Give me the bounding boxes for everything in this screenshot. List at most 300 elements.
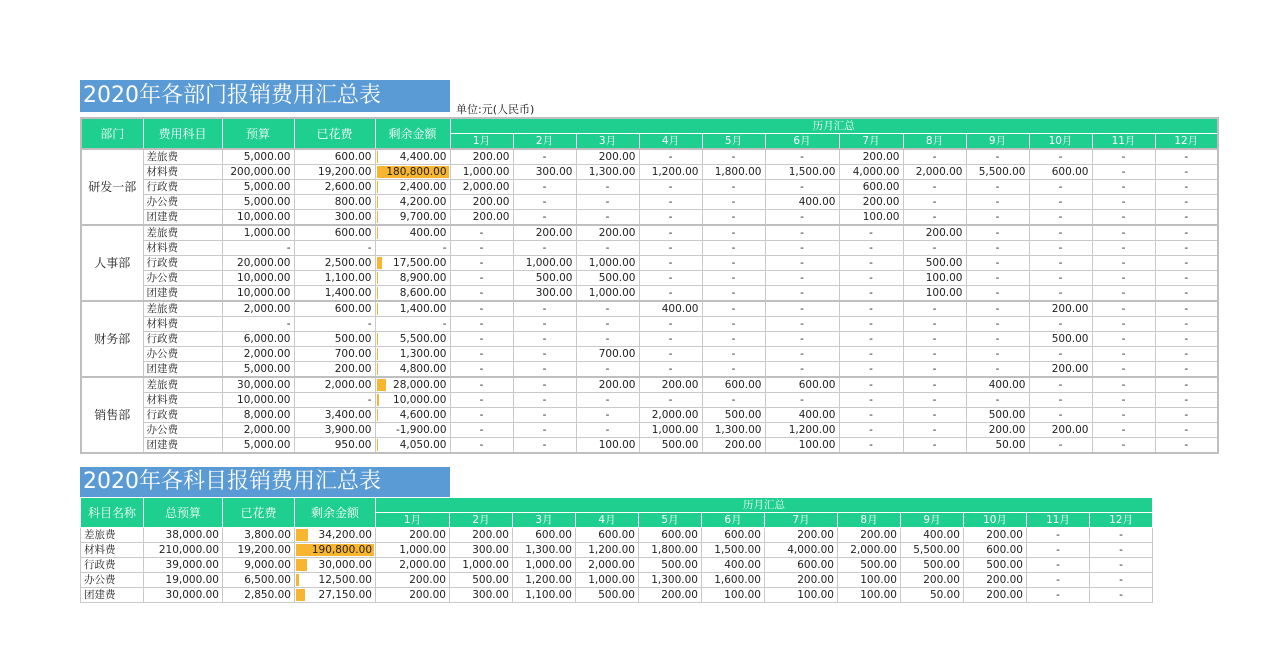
month-value: - [765,347,839,362]
month-value: - [450,241,513,256]
expense-item: 行政费 [143,408,222,423]
month-value: 200.00 [765,528,838,543]
remaining-value: 9,700.00 [399,211,447,223]
expense-item: 行政费 [143,180,222,195]
remaining-databar [296,574,299,586]
month-value: - [966,332,1029,347]
month-value: - [839,362,903,378]
month-value: 1,000.00 [576,286,639,302]
month-value: - [513,317,576,332]
remaining-cell [375,256,450,271]
month-value: - [702,301,765,317]
spent-value: 2,600.00 [294,180,375,195]
month-value: - [1092,332,1155,347]
month-value: - [1155,317,1218,332]
month-value: - [702,149,765,165]
table-row [81,347,1218,362]
month-value: - [839,332,903,347]
month-value: - [903,362,966,378]
month-value: 500.00 [513,271,576,286]
month-value: - [450,377,513,393]
header-monthly: 历月汇总 [376,498,1153,513]
table-row [81,286,1218,302]
month-value: - [903,195,966,210]
month-value: 4,000.00 [839,165,903,180]
month-value: - [1092,225,1155,241]
remaining-cell [295,588,376,603]
header-item-name: 科目名称 [81,498,144,528]
month-value: 200.00 [639,588,702,603]
header-monthly: 历月汇总 [450,118,1218,134]
month-value: - [702,271,765,286]
month-header: 2月 [513,134,576,150]
month-value: 100.00 [839,210,903,226]
expense-item: 差旅费 [143,377,222,393]
month-value: 200.00 [964,588,1027,603]
spent-value: 200.00 [294,362,375,378]
month-header: 5月 [639,513,702,528]
month-header: 4月 [576,513,639,528]
month-value: - [966,362,1029,378]
month-value: - [450,256,513,271]
budget-value: 5,000.00 [222,149,294,165]
month-value: - [839,286,903,302]
spent-value: - [294,241,375,256]
month-value: 200.00 [376,588,450,603]
table-row [81,408,1218,423]
month-value: - [1092,347,1155,362]
month-value: 400.00 [702,558,765,573]
remaining-value: 28,000.00 [393,379,447,391]
month-value: - [1092,286,1155,302]
month-header: 7月 [765,513,838,528]
expense-item: 差旅费 [143,301,222,317]
month-value: - [513,423,576,438]
month-value: 1,300.00 [513,543,576,558]
table-row [81,256,1218,271]
expense-item: 材料费 [143,165,222,180]
budget-value: 10,000.00 [222,393,294,408]
budget-value: 5,000.00 [222,180,294,195]
month-value: 600.00 [513,528,576,543]
month-value: 600.00 [765,377,839,393]
month-value: - [1090,528,1153,543]
spent-value: - [294,393,375,408]
budget-value: 6,000.00 [222,332,294,347]
month-value: - [1155,377,1218,393]
month-value: - [702,180,765,195]
month-value: 600.00 [702,528,765,543]
remaining-cell [375,362,450,378]
expense-item: 行政费 [143,256,222,271]
budget-value: 8,000.00 [222,408,294,423]
month-value: 500.00 [1029,332,1092,347]
remaining-cell [375,393,450,408]
month-value: - [1090,558,1153,573]
month-value: - [639,317,702,332]
budget-value: 19,000.00 [144,573,223,588]
month-value: - [839,408,903,423]
remaining-cell [375,332,450,347]
month-value: - [1092,408,1155,423]
month-value: - [1155,271,1218,286]
item-table-title: 2020年各科目报销费用汇总表 [80,467,450,497]
remaining-value: - [442,318,447,330]
month-value: - [966,210,1029,226]
month-value: - [765,332,839,347]
month-value: - [1029,195,1092,210]
spent-value: 6,500.00 [223,573,295,588]
month-value: 200.00 [964,573,1027,588]
month-value: - [839,393,903,408]
budget-value: 39,000.00 [144,558,223,573]
budget-value: 1,000.00 [222,225,294,241]
remaining-value: 4,800.00 [399,363,447,375]
table-row [81,377,1218,393]
month-value: - [639,332,702,347]
month-value: 1,800.00 [639,543,702,558]
month-value: - [576,332,639,347]
month-value: 700.00 [576,347,639,362]
expense-item: 行政费 [143,332,222,347]
budget-value: 210,000.00 [144,543,223,558]
budget-value: - [222,241,294,256]
budget-value: 2,000.00 [222,347,294,362]
month-value: - [1027,588,1090,603]
month-value: - [513,210,576,226]
dept-group [81,377,1218,453]
month-value: - [966,241,1029,256]
remaining-value: 1,400.00 [399,303,447,315]
month-value: 200.00 [839,149,903,165]
month-value: 1,500.00 [702,543,765,558]
month-value: - [839,347,903,362]
month-value: - [839,271,903,286]
table-row [81,271,1218,286]
remaining-databar [296,589,305,601]
month-value: - [903,408,966,423]
month-value: 400.00 [765,408,839,423]
item-expense-table [80,497,1216,603]
expense-item: 办公费 [143,423,222,438]
month-value: - [1029,286,1092,302]
month-value: - [765,210,839,226]
month-value: - [576,317,639,332]
month-value: - [1155,195,1218,210]
month-value: - [513,408,576,423]
month-value: - [966,225,1029,241]
month-value: 300.00 [450,543,513,558]
month-value: - [1029,241,1092,256]
month-value: 500.00 [901,558,964,573]
month-value: - [513,347,576,362]
month-value: - [1155,408,1218,423]
month-value: - [966,149,1029,165]
month-value: - [639,180,702,195]
month-value: 200.00 [765,573,838,588]
month-value: 2,000.00 [903,165,966,180]
month-value: - [702,347,765,362]
month-value: 1,000.00 [639,423,702,438]
month-value: 200.00 [966,423,1029,438]
spent-value: 3,800.00 [223,528,295,543]
month-value: - [1092,149,1155,165]
budget-value: 2,000.00 [222,423,294,438]
month-value: - [839,438,903,454]
month-value: - [450,332,513,347]
remaining-value: 8,600.00 [399,287,447,299]
month-header: 10月 [964,513,1027,528]
month-value: - [450,408,513,423]
month-value: - [1155,180,1218,195]
month-value: 1,000.00 [376,543,450,558]
remaining-value: 400.00 [409,227,447,239]
month-value: - [1029,317,1092,332]
month-value: - [639,149,702,165]
month-value: - [1155,286,1218,302]
remaining-cell [375,225,450,241]
expense-item: 材料费 [143,317,222,332]
month-value: 200.00 [450,149,513,165]
month-value: 500.00 [838,558,901,573]
month-header: 3月 [513,513,576,528]
month-value: - [1092,271,1155,286]
budget-value: 30,000.00 [144,588,223,603]
remaining-value: 2,400.00 [399,181,447,193]
spent-value: 1,400.00 [294,286,375,302]
month-value: - [903,332,966,347]
month-value: - [513,393,576,408]
remaining-value: 180,800.00 [386,166,447,178]
month-value: - [1155,332,1218,347]
month-value: - [839,317,903,332]
month-value: 50.00 [966,438,1029,454]
month-value: 100.00 [903,271,966,286]
spent-value: 2,850.00 [223,588,295,603]
month-value: - [639,241,702,256]
month-value: - [1155,423,1218,438]
header-spent: 已花费 [223,498,295,528]
month-value: 500.00 [964,558,1027,573]
month-value: - [765,271,839,286]
month-header: 5月 [702,134,765,150]
expense-item: 差旅费 [81,528,144,543]
month-value: 100.00 [765,438,839,454]
month-value: 300.00 [513,286,576,302]
month-value: - [639,225,702,241]
month-value: - [576,301,639,317]
month-value: 100.00 [903,286,966,302]
month-value: - [450,347,513,362]
remaining-cell [375,423,450,438]
month-header: 4月 [639,134,702,150]
remaining-cell [375,149,450,165]
month-value: 2,000.00 [376,558,450,573]
remaining-cell [295,558,376,573]
expense-item: 团建费 [143,362,222,378]
remaining-databar [377,257,382,269]
table-row [81,528,1216,543]
month-value: 500.00 [903,256,966,271]
month-value: - [450,225,513,241]
month-value: - [1029,180,1092,195]
month-value: - [1027,543,1090,558]
month-value: 5,500.00 [966,165,1029,180]
table-row [81,301,1218,317]
month-value: - [839,256,903,271]
remaining-value: 190,800.00 [311,544,372,556]
month-value: - [1155,165,1218,180]
month-value: - [1029,149,1092,165]
month-value: - [903,241,966,256]
month-value: 1,300.00 [576,165,639,180]
month-value: - [966,286,1029,302]
header-remain: 剩余金额 [375,118,450,149]
dept-name: 人事部 [81,225,143,301]
month-header: 8月 [838,513,901,528]
month-value: - [1092,393,1155,408]
expense-item: 材料费 [143,241,222,256]
month-value: - [765,180,839,195]
month-value: - [903,210,966,226]
month-value: 500.00 [702,408,765,423]
header-item: 费用科目 [143,118,222,149]
month-value: - [513,180,576,195]
month-value: 200.00 [576,377,639,393]
month-value: - [1092,377,1155,393]
month-value: - [1029,438,1092,454]
remaining-value: 27,150.00 [318,589,372,601]
remaining-cell [375,165,450,180]
month-value: 100.00 [576,438,639,454]
remaining-value: 30,000.00 [318,559,372,571]
month-value: - [702,210,765,226]
month-value: - [1155,301,1218,317]
month-value: - [903,149,966,165]
table-row [81,195,1218,210]
month-value: - [1155,241,1218,256]
month-value: 200.00 [903,225,966,241]
month-value: - [576,408,639,423]
month-value: 400.00 [639,301,702,317]
month-value: - [1155,149,1218,165]
month-value: - [639,393,702,408]
month-value: - [903,377,966,393]
dept-name: 研发一部 [81,149,143,225]
dept-table-title: 2020年各部门报销费用汇总表 [80,80,450,112]
month-value: 200.00 [839,195,903,210]
month-value: - [513,301,576,317]
remaining-value: 4,400.00 [399,151,447,163]
expense-item: 团建费 [81,588,144,603]
remaining-cell [295,573,376,588]
month-value: - [513,149,576,165]
month-value: - [1027,528,1090,543]
month-value: - [450,286,513,302]
spent-value: 3,400.00 [294,408,375,423]
remaining-cell [375,347,450,362]
month-value: - [903,180,966,195]
month-value: - [1092,241,1155,256]
expense-item: 办公费 [81,573,144,588]
month-value: - [450,301,513,317]
month-value: - [576,180,639,195]
budget-value: 2,000.00 [222,301,294,317]
month-header: 12月 [1155,134,1218,150]
month-header: 3月 [576,134,639,150]
month-value: 1,200.00 [576,543,639,558]
table-row [81,588,1216,603]
month-value: - [966,180,1029,195]
month-value: - [702,195,765,210]
spent-value: 2,000.00 [294,377,375,393]
remaining-value: 10,000.00 [393,394,447,406]
month-header: 1月 [450,134,513,150]
month-value: - [903,347,966,362]
month-value: 1,200.00 [765,423,839,438]
budget-value: 5,000.00 [222,195,294,210]
month-value: 300.00 [450,588,513,603]
dept-group [81,301,1218,377]
month-value: 600.00 [702,377,765,393]
month-value: - [576,195,639,210]
table-row [81,393,1218,408]
month-value: - [450,317,513,332]
remaining-cell [375,241,450,256]
remaining-value: 1,300.00 [399,348,447,360]
month-value: - [839,377,903,393]
currency-unit-label: 单位:元(人民币) [456,103,535,116]
table-row [81,573,1216,588]
table-row [81,543,1216,558]
remaining-cell [375,271,450,286]
month-value: - [1092,195,1155,210]
month-value: - [702,332,765,347]
month-header: 7月 [839,134,903,150]
month-value: - [1029,225,1092,241]
month-value: - [765,225,839,241]
remaining-databar [377,287,379,299]
remaining-value: 4,050.00 [399,439,447,451]
spent-value: 1,100.00 [294,271,375,286]
budget-value: 38,000.00 [144,528,223,543]
month-value: - [702,225,765,241]
remaining-value: 17,500.00 [393,257,447,269]
month-value: 300.00 [513,165,576,180]
spent-value: 950.00 [294,438,375,454]
budget-value: 10,000.00 [222,286,294,302]
month-value: 200.00 [376,528,450,543]
remaining-cell [375,317,450,332]
expense-item: 材料费 [81,543,144,558]
month-value: 500.00 [450,573,513,588]
month-value: 50.00 [901,588,964,603]
budget-value: 30,000.00 [222,377,294,393]
budget-value: 20,000.00 [222,256,294,271]
month-value: 200.00 [376,573,450,588]
month-header: 9月 [966,134,1029,150]
month-value: - [513,438,576,454]
month-header: 6月 [765,134,839,150]
dept-name: 销售部 [81,377,143,453]
table-row [81,180,1218,195]
spent-value: 500.00 [294,332,375,347]
month-value: - [513,362,576,378]
month-value: 200.00 [450,210,513,226]
month-value: - [765,286,839,302]
month-value: - [903,393,966,408]
month-value: - [702,393,765,408]
